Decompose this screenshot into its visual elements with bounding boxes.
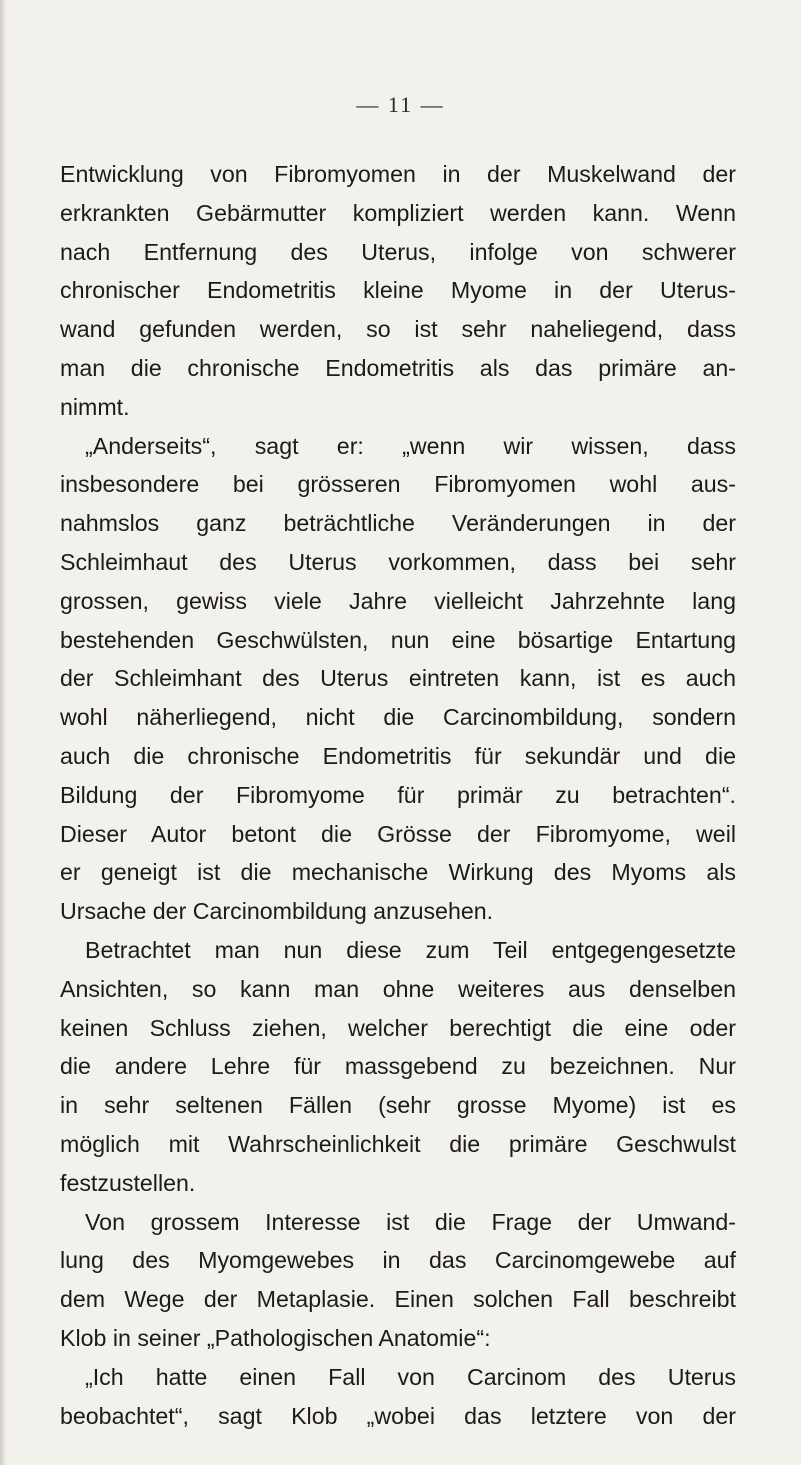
text-line: bestehenden Geschwülsten, nun eine bösartige Entartung bbox=[60, 626, 736, 653]
text-line: nahmslos ganz beträchtliche Veränderungen in der bbox=[60, 510, 736, 537]
text-line: keinen Schluss ziehen, welcher berechtigt die eine oder bbox=[60, 1014, 736, 1041]
text-line: Ursache der Carcinombildung anzusehen. bbox=[60, 898, 494, 925]
text-line: „Anderseits“, sagt er: „wenn wir wissen, dass bbox=[85, 432, 736, 459]
text-line: beobachtet“, sagt Klob „wobei das letztere von der bbox=[60, 1402, 736, 1429]
text-line: Bildung der Fibromyome für primär zu betrachten“. bbox=[60, 781, 736, 808]
text-line: er geneigt ist die mechanische Wirkung des Myoms als bbox=[60, 859, 736, 886]
text-line: Schleimhaut des Uterus vorkommen, dass bei sehr bbox=[60, 548, 736, 575]
text-line: Klob in seiner „Pathologischen Anatomie“: bbox=[60, 1324, 491, 1351]
text-line: nach Entfernung des Uterus, infolge von schwerer bbox=[60, 238, 736, 265]
text-line: wohl näherliegend, nicht die Carcinombildung, sondern bbox=[60, 704, 736, 731]
body-text bbox=[60, 155, 736, 1435]
text-line: nimmt. bbox=[60, 393, 130, 420]
text-line: Entwicklung von Fibromyomen in der Muskelwand der bbox=[60, 161, 736, 187]
text-line: grossen, gewiss viele Jahre vielleicht Jahrzehnte lang bbox=[60, 587, 736, 614]
text-line: der Schleimhant des Uterus eintreten kann, ist es auch bbox=[60, 665, 736, 692]
text-line: Dieser Autor betont die Grösse der Fibromyome, weil bbox=[60, 820, 736, 847]
text-line: wand gefunden werden, so ist sehr naheliegend, dass bbox=[60, 316, 736, 343]
text-line: insbesondere bei grösseren Fibromyomen wohl aus- bbox=[60, 471, 736, 498]
text-line: erkrankten Gebärmutter kompliziert werden kann. Wenn bbox=[60, 199, 736, 226]
text-line: auch die chronische Endometritis für sekundär und die bbox=[60, 742, 736, 769]
text-line: lung des Myomgewebes in das Carcinomgewebe auf bbox=[60, 1247, 736, 1274]
text-line: Ansichten, so kann man ohne weiteres aus denselben bbox=[60, 975, 736, 1002]
text-line: möglich mit Wahrscheinlichkeit die primäre Geschwulst bbox=[60, 1130, 736, 1157]
text-line: man die chronische Endometritis als das primäre an- bbox=[60, 354, 736, 381]
text-line: chronischer Endometritis kleine Myome in der Uterus- bbox=[60, 277, 736, 304]
text-line: Von grossem Interesse ist die Frage der Umwand- bbox=[85, 1208, 736, 1235]
page-binding-edge bbox=[0, 0, 5, 1465]
text-line: in sehr seltenen Fällen (sehr grosse Myome) ist es bbox=[60, 1092, 736, 1119]
text-line: dem Wege der Metaplasie. Einen solchen Fall beschreibt bbox=[60, 1286, 736, 1313]
page-number: — 11 — bbox=[356, 92, 445, 117]
text-line: die andere Lehre für massgebend zu bezeichnen. Nur bbox=[60, 1053, 736, 1080]
text-line: „Ich hatte einen Fall von Carcinom des Uterus bbox=[85, 1363, 736, 1390]
text-line: festzustellen. bbox=[60, 1169, 196, 1196]
text-line: Betrachtet man nun diese zum Teil entgegengesetzte bbox=[85, 936, 736, 963]
